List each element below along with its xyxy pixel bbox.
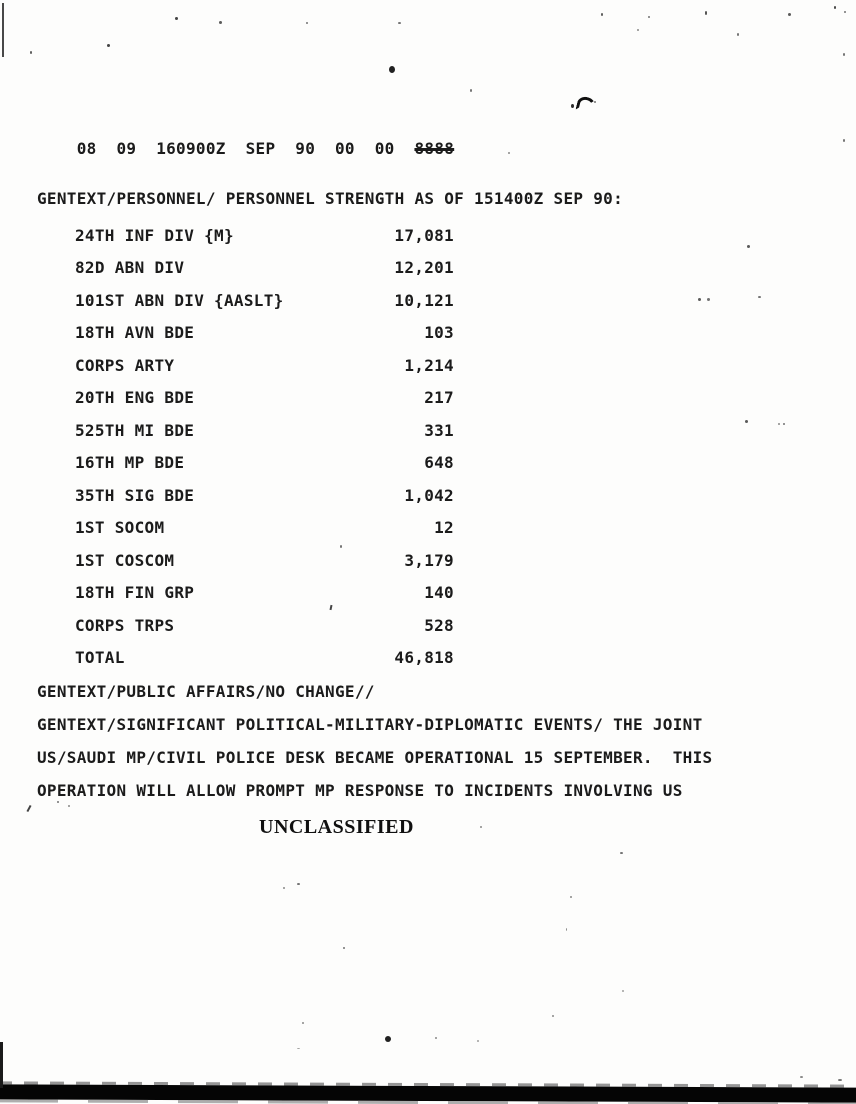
table-row xyxy=(75,317,454,350)
scan-speck xyxy=(705,11,707,15)
table-row xyxy=(75,609,454,642)
scan-speck xyxy=(571,104,574,108)
table-row xyxy=(75,252,454,285)
scan-speck xyxy=(778,423,780,425)
unit-label: 18TH FIN GRP xyxy=(75,583,195,603)
header-line-struck-text: 8888 xyxy=(414,139,455,158)
ink-squiggle-mark xyxy=(575,95,596,114)
gentext-line: GENTEXT/SIGNIFICANT POLITICAL-MILITARY-DIPLOMATIC EVENTS/ THE JOINT xyxy=(37,715,703,734)
scan-speck xyxy=(297,1048,300,1049)
table-row xyxy=(75,544,454,577)
scan-speck xyxy=(480,826,482,828)
table-row xyxy=(75,414,454,447)
unit-label: 20TH ENG BDE xyxy=(75,388,195,408)
scan-edge-line xyxy=(2,3,4,57)
scan-speck xyxy=(30,51,32,54)
scan-speck xyxy=(219,21,222,24)
scan-speck xyxy=(343,947,345,949)
table-row xyxy=(75,642,454,675)
classification-marking: UNCLASSIFIED xyxy=(259,816,414,838)
unit-label: 35TH SIG BDE xyxy=(75,485,195,505)
personnel-heading: GENTEXT/PERSONNEL/ PERSONNEL STRENGTH AS OF 151400Z SEP 90: xyxy=(37,189,624,208)
scan-speck xyxy=(788,13,791,16)
unit-label: CORPS TRPS xyxy=(75,615,175,635)
strength-value: 46,818 xyxy=(394,648,454,668)
gentext-paragraphs xyxy=(37,675,712,807)
scan-speck xyxy=(306,22,308,24)
scan-speck xyxy=(398,22,401,24)
scan-bottom-bar xyxy=(0,1084,856,1102)
scan-speck xyxy=(838,1079,842,1081)
strength-value: 3,179 xyxy=(404,550,454,570)
scan-tick xyxy=(26,805,31,812)
scan-speck xyxy=(477,1040,479,1042)
scan-speck xyxy=(783,423,785,425)
scan-speck xyxy=(844,11,846,13)
scan-speck xyxy=(737,33,739,36)
scan-speck xyxy=(843,53,845,56)
scan-speck xyxy=(340,545,342,548)
unit-label: 24TH INF DIV {M} xyxy=(75,225,234,245)
unit-label: 101ST ABN DIV {AASLT} xyxy=(75,290,284,310)
scan-speck xyxy=(68,805,70,807)
scan-speck xyxy=(385,1036,391,1042)
scan-speck xyxy=(747,245,750,248)
scan-speck xyxy=(302,1022,304,1024)
scan-speck xyxy=(601,13,603,16)
scan-speck xyxy=(175,17,178,20)
scan-speck xyxy=(283,887,285,889)
table-row xyxy=(75,479,454,512)
strength-value: 217 xyxy=(424,388,454,408)
scan-speck xyxy=(620,852,623,854)
scan-speck xyxy=(745,420,748,423)
strength-value: 1,214 xyxy=(404,355,454,375)
scan-speck xyxy=(843,139,845,142)
table-row xyxy=(75,512,454,545)
scan-speck xyxy=(758,296,761,298)
scan-speck xyxy=(698,298,701,301)
scan-speck xyxy=(107,44,110,47)
unit-label: 525TH MI BDE xyxy=(75,420,195,440)
scan-speck xyxy=(648,16,650,18)
scan-speck xyxy=(622,990,624,992)
scan-speck xyxy=(57,801,59,803)
unit-label: 18TH AVN BDE xyxy=(75,323,195,343)
scan-speck xyxy=(594,101,596,103)
scan-speck xyxy=(570,896,572,898)
unit-label: 1ST SOCOM xyxy=(75,518,165,538)
strength-value: 331 xyxy=(424,420,454,440)
scan-speck xyxy=(435,1037,437,1039)
message-header-line xyxy=(37,120,454,177)
unit-label: TOTAL xyxy=(75,648,125,668)
scan-speck xyxy=(552,1015,554,1017)
scan-speck xyxy=(389,66,395,73)
strength-value: 1,042 xyxy=(404,485,454,505)
strength-value: 140 xyxy=(424,583,454,603)
strength-value: 103 xyxy=(424,323,454,343)
table-row xyxy=(75,382,454,415)
scan-speck xyxy=(834,6,836,9)
gentext-line: GENTEXT/PUBLIC AFFAIRS/NO CHANGE// xyxy=(37,682,375,701)
strength-table xyxy=(75,219,454,674)
scan-speck xyxy=(470,89,472,92)
strength-value: 12 xyxy=(434,518,454,538)
scan-speck xyxy=(637,29,639,31)
scan-speck xyxy=(566,928,567,931)
scan-speck xyxy=(707,298,710,301)
gentext-line: OPERATION WILL ALLOW PROMPT MP RESPONSE TO INCIDENTS INVOLVING US xyxy=(37,781,683,800)
header-line-text: 08 09 160900Z SEP 90 00 00 xyxy=(76,139,415,158)
table-row xyxy=(75,219,454,252)
gentext-line: US/SAUDI MP/CIVIL POLICE DESK BECAME OPERATIONAL 15 SEPTEMBER. THIS xyxy=(37,748,713,767)
strength-value: 10,121 xyxy=(394,290,454,310)
table-row xyxy=(75,577,454,610)
unit-label: 1ST COSCOM xyxy=(75,550,175,570)
strength-value: 17,081 xyxy=(394,225,454,245)
unit-label: 16TH MP BDE xyxy=(75,453,185,473)
scan-speck xyxy=(508,152,510,154)
table-row xyxy=(75,284,454,317)
table-row xyxy=(75,447,454,480)
table-row xyxy=(75,349,454,382)
scan-speck xyxy=(800,1076,803,1078)
scan-speck xyxy=(297,883,300,885)
scan-edge-line xyxy=(0,1042,3,1088)
unit-label: 82D ABN DIV xyxy=(75,258,185,278)
unit-label: CORPS ARTY xyxy=(75,355,175,375)
strength-value: 648 xyxy=(424,453,454,473)
strength-value: 12,201 xyxy=(394,258,454,278)
strength-value: 528 xyxy=(424,615,454,635)
